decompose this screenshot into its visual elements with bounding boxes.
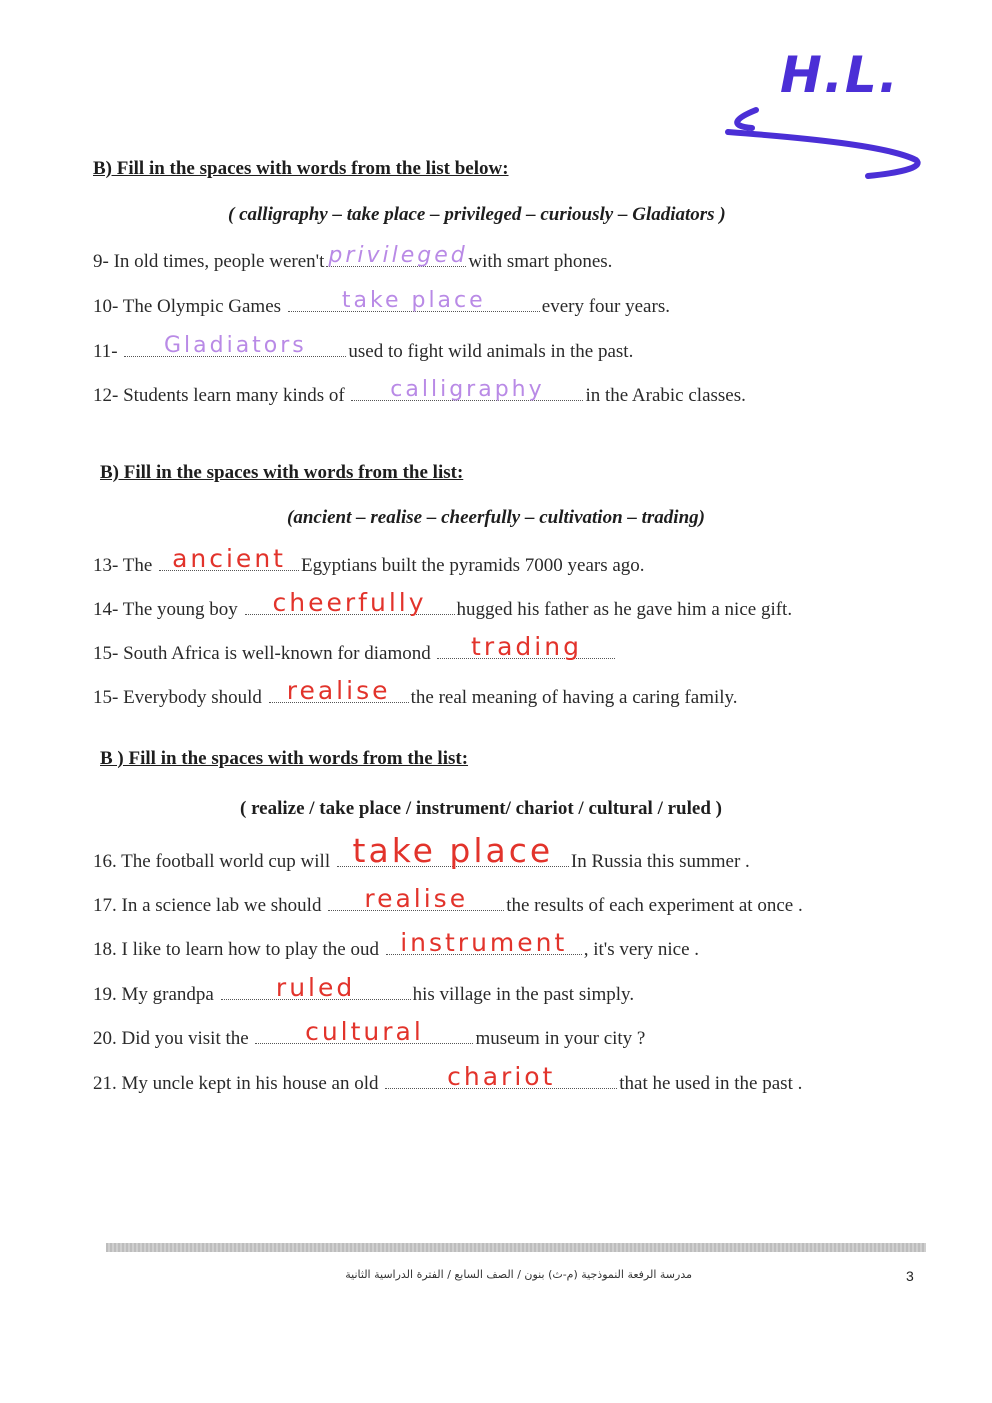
line-text: 15- Everybody should	[93, 687, 262, 708]
section2-heading: B) Fill in the spaces with words from the list:	[100, 462, 464, 483]
handwritten-answer: ruled	[275, 973, 356, 1002]
exercise-line-19	[93, 973, 635, 1006]
line-text: used to fight wild animals in the past.	[348, 341, 634, 362]
line-text: hugged his father as he gave him a nice gift.	[456, 599, 793, 620]
handwritten-answer: Gladiators	[163, 333, 307, 358]
line-text: Egyptians built the pyramids 7000 years ago.	[301, 555, 645, 576]
line-text: 14- The young boy	[93, 599, 238, 620]
handwritten-answer: take place	[341, 288, 486, 313]
handwritten-answer: realise	[364, 884, 469, 913]
answer-blank[interactable]	[385, 1062, 617, 1091]
handwritten-answer: instrument	[400, 928, 568, 957]
exercise-line-17	[93, 884, 803, 917]
line-text: 18. I like to learn how to play the oud	[93, 939, 379, 960]
answer-blank[interactable]	[326, 243, 468, 268]
exercise-line-13	[93, 544, 645, 577]
line-text: 13- The	[93, 555, 153, 576]
handwritten-answer: chariot	[447, 1062, 556, 1091]
handwritten-answer: ancient	[172, 544, 286, 573]
line-text: 17. In a science lab we should	[93, 895, 322, 916]
line-text: 11-	[93, 341, 118, 362]
footer-divider	[106, 1243, 926, 1252]
exercise-line-9	[93, 243, 613, 273]
answer-blank[interactable]	[386, 928, 582, 957]
line-text: with smart phones.	[468, 251, 613, 272]
line-text: 12- Students learn many kinds of	[93, 385, 345, 406]
exercise-line-15a	[93, 632, 617, 665]
answer-blank[interactable]	[124, 333, 346, 358]
line-text: 10- The Olympic Games	[93, 296, 282, 317]
section1-wordlist: ( calligraphy – take place – privileged – curiously – Gladiators )	[228, 204, 726, 225]
answer-blank[interactable]	[269, 676, 409, 705]
handwritten-answer: take place	[352, 831, 554, 870]
exercise-line-10	[93, 288, 670, 318]
exercise-line-20	[93, 1017, 646, 1050]
answer-blank[interactable]	[337, 831, 569, 870]
handwritten-answer: calligraphy	[390, 377, 545, 402]
answer-blank[interactable]	[288, 288, 540, 313]
answer-blank[interactable]	[159, 544, 299, 573]
line-text: every four years.	[541, 296, 670, 317]
section1-heading: B) Fill in the spaces with words from the list below:	[93, 158, 509, 179]
line-text: 20. Did you visit the	[93, 1028, 249, 1049]
answer-blank[interactable]	[255, 1017, 473, 1046]
handwritten-answer: cultural	[305, 1017, 424, 1046]
handwritten-answer: cheerfully	[272, 588, 427, 617]
answer-blank[interactable]	[328, 884, 504, 913]
line-text: in the Arabic classes.	[585, 385, 746, 406]
handwritten-answer: trading	[471, 632, 582, 661]
exercise-line-11	[93, 333, 634, 363]
stamp-text: H.L.	[780, 46, 900, 104]
answer-blank[interactable]	[437, 632, 615, 661]
footer-school-text: مدرسة الرفعة النموذجية (م-ث) بنون / الصف السابع / الفترة الدراسية الثانية	[345, 1268, 692, 1281]
line-text: 15- South Africa is well-known for diamond	[93, 643, 431, 664]
line-text: the real meaning of having a caring family.	[410, 687, 738, 708]
line-text: the results of each experiment at once .	[506, 895, 803, 916]
section3-wordlist: ( realize / take place / instrument/ chariot / cultural / ruled )	[240, 798, 722, 819]
exercise-line-21	[93, 1062, 803, 1095]
page-number: 3	[906, 1268, 914, 1284]
section3-heading: B ) Fill in the spaces with words from the list:	[100, 748, 469, 769]
answer-blank[interactable]	[221, 973, 411, 1002]
line-text: In Russia this summer .	[570, 851, 750, 872]
handwritten-answer: realise	[286, 676, 391, 705]
exercise-line-14	[93, 588, 793, 621]
line-text: 19. My grandpa	[93, 984, 214, 1005]
line-text: that he used in the past .	[619, 1073, 803, 1094]
teacher-stamp	[718, 40, 948, 190]
exercise-line-15b	[93, 676, 738, 709]
answer-blank[interactable]	[351, 377, 583, 402]
section2-wordlist: (ancient – realise – cheerfully – cultivation – trading)	[287, 507, 705, 528]
handwritten-answer: privileged	[328, 243, 468, 268]
line-text: , it's very nice .	[583, 939, 700, 960]
line-text: 9- In old times, people weren't	[93, 251, 325, 272]
line-text: 21. My uncle kept in his house an old	[93, 1073, 379, 1094]
exercise-line-18	[93, 928, 700, 961]
exercise-line-16	[93, 831, 750, 873]
line-text: his village in the past simply.	[412, 984, 635, 1005]
line-text: museum in your city ?	[475, 1028, 646, 1049]
line-text: 16. The football world cup will	[93, 851, 331, 872]
answer-blank[interactable]	[245, 588, 455, 617]
exercise-line-12	[93, 377, 746, 407]
